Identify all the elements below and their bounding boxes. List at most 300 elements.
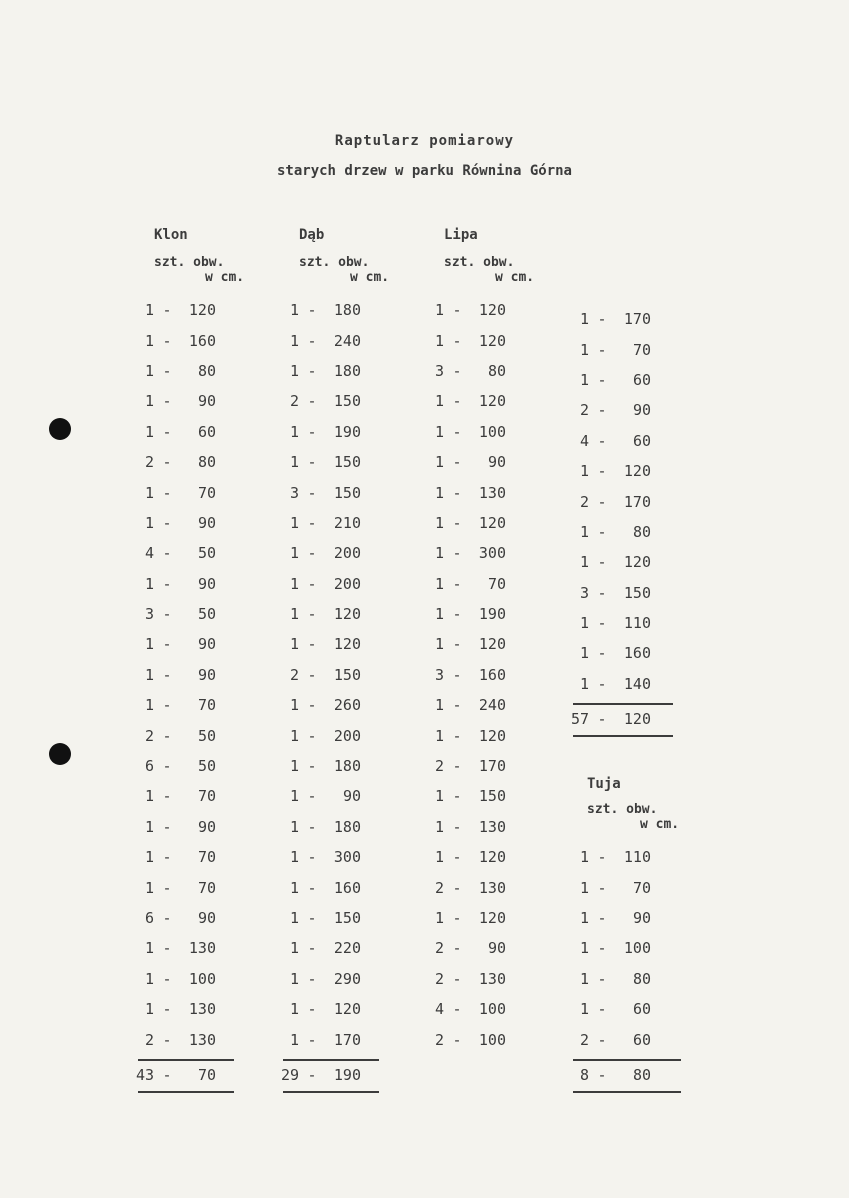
measurement-row	[255, 690, 389, 720]
total-row	[110, 1061, 244, 1089]
circumference-cm: 120	[478, 513, 506, 532]
circumference-cm: 60	[632, 1000, 651, 1019]
tree-count: 1	[434, 574, 444, 593]
circumference-cm: 50	[197, 605, 216, 624]
dash: -	[307, 422, 317, 441]
measurement-row	[255, 538, 389, 568]
dash: -	[452, 696, 462, 715]
measurement-row	[110, 356, 244, 386]
circumference-cm: 80	[197, 361, 216, 380]
measurement-row	[110, 386, 244, 416]
tree-count: 1	[579, 644, 589, 663]
dash: -	[597, 614, 607, 633]
tree-count: 1	[434, 453, 444, 472]
tree-count: 1	[434, 787, 444, 806]
dash: -	[452, 1000, 462, 1019]
column-unit: w cm.	[640, 817, 680, 832]
circumference-cm: 70	[197, 878, 216, 897]
measurement-row	[110, 569, 244, 599]
circumference-cm: 120	[478, 909, 506, 927]
measurement-row	[110, 629, 244, 659]
circumference-cm: 110	[623, 614, 651, 633]
dash: -	[162, 483, 172, 502]
circumference-cm: 100	[478, 422, 506, 441]
dash: -	[452, 878, 462, 897]
tree-count: 4	[144, 544, 154, 563]
dash: -	[307, 726, 317, 745]
tree-count: 1	[289, 726, 299, 745]
total-circumference: 120	[623, 710, 651, 729]
dash: -	[452, 909, 462, 927]
tree-count: 1	[144, 878, 154, 897]
tree-count: 1	[289, 1000, 299, 1019]
tree-count: 1	[144, 1000, 154, 1019]
dash: -	[597, 583, 607, 602]
circumference-cm: 120	[188, 301, 216, 320]
circumference-cm: 240	[478, 696, 506, 715]
column-unit: w cm.	[205, 270, 245, 285]
measurement-row	[545, 426, 673, 456]
dash: -	[307, 696, 317, 715]
dash: -	[452, 1030, 462, 1049]
tree-count: 1	[434, 635, 444, 654]
tree-count: 2	[144, 726, 154, 745]
tree-count: 2	[434, 969, 444, 988]
circumference-cm: 60	[632, 1030, 651, 1049]
dash: -	[162, 635, 172, 654]
sum-rule	[138, 1091, 234, 1093]
tree-count: 1	[144, 574, 154, 593]
dash: -	[162, 696, 172, 715]
circumference-cm: 90	[197, 513, 216, 532]
circumference-cm: 70	[197, 483, 216, 502]
circumference-cm: 120	[478, 331, 506, 350]
tree-count: 2	[434, 939, 444, 958]
tree-count: 1	[289, 544, 299, 563]
tree-count: 1	[579, 848, 589, 867]
measurement-row	[110, 599, 244, 629]
tree-count: 1	[289, 301, 299, 320]
tree-count: 1	[579, 908, 589, 927]
tree-count: 1	[579, 1000, 589, 1019]
measurement-list	[400, 295, 534, 1055]
tree-count: 1	[579, 614, 589, 633]
circumference-cm: 120	[623, 462, 651, 481]
dash: -	[597, 401, 607, 420]
tree-count: 1	[144, 483, 154, 502]
circumference-cm: 150	[333, 665, 361, 684]
dash: -	[452, 665, 462, 684]
circumference-cm: 100	[478, 1030, 506, 1049]
tree-count: 6	[144, 757, 154, 776]
measurement-row	[110, 751, 244, 781]
tree-count: 1	[289, 453, 299, 472]
circumference-cm: 190	[478, 605, 506, 624]
measurement-row	[110, 1024, 244, 1054]
punch-hole	[49, 743, 71, 765]
tree-count: 2	[434, 878, 444, 897]
circumference-cm: 90	[197, 574, 216, 593]
dash: -	[162, 331, 172, 350]
circumference-cm: 200	[333, 544, 361, 563]
dash: -	[597, 1000, 607, 1019]
tree-count: 1	[434, 817, 444, 836]
measurement-row	[255, 720, 389, 750]
total-dash: -	[162, 1065, 172, 1084]
circumference-cm: 180	[333, 301, 361, 320]
dash: -	[452, 848, 462, 867]
dash: -	[452, 513, 462, 532]
tree-count: 1	[144, 301, 154, 320]
circumference-cm: 170	[478, 757, 506, 776]
tree-count: 3	[434, 361, 444, 380]
dash: -	[597, 462, 607, 481]
measurement-row	[400, 447, 534, 477]
dash: -	[452, 817, 462, 836]
circumference-cm: 300	[333, 848, 361, 867]
measurement-row	[400, 872, 534, 902]
dash: -	[452, 544, 462, 563]
tree-count: 1	[289, 605, 299, 624]
column-tuja	[545, 776, 681, 1093]
measurement-row	[545, 872, 681, 902]
tree-count: 1	[579, 969, 589, 988]
total-circumference: 190	[333, 1065, 361, 1084]
measurement-row	[110, 842, 244, 872]
measurement-row	[400, 508, 534, 538]
dash: -	[162, 969, 172, 988]
dash: -	[452, 422, 462, 441]
tree-count: 1	[289, 909, 299, 927]
dash: -	[597, 848, 607, 867]
tree-count: 1	[144, 635, 154, 654]
measurement-row	[255, 477, 389, 507]
circumference-cm: 100	[188, 969, 216, 988]
tree-count: 1	[289, 574, 299, 593]
dash: -	[452, 757, 462, 776]
measurement-row	[110, 538, 244, 568]
tree-count: 2	[579, 492, 589, 511]
tree-count: 3	[289, 483, 299, 502]
measurement-row	[255, 386, 389, 416]
dash: -	[452, 635, 462, 654]
circumference-cm: 70	[197, 848, 216, 867]
total-row	[545, 1061, 681, 1089]
tree-count: 1	[579, 553, 589, 572]
tree-count: 1	[144, 696, 154, 715]
circumference-cm: 260	[333, 696, 361, 715]
tree-count: 1	[289, 1030, 299, 1049]
total-count: 8	[579, 1065, 589, 1084]
measurement-row	[545, 994, 681, 1024]
measurement-row	[400, 994, 534, 1024]
dash: -	[307, 544, 317, 563]
dash: -	[162, 665, 172, 684]
measurement-row	[400, 629, 534, 659]
total-row	[545, 705, 673, 733]
measurement-row	[255, 994, 389, 1024]
measurement-row	[545, 486, 673, 516]
tree-count: 1	[434, 301, 444, 320]
tree-count: 6	[144, 909, 154, 927]
measurement-row	[545, 395, 673, 425]
circumference-cm: 130	[478, 817, 506, 836]
measurement-row	[110, 417, 244, 447]
circumference-cm: 190	[333, 422, 361, 441]
circumference-cm: 160	[188, 331, 216, 350]
circumference-cm: 70	[197, 787, 216, 806]
circumference-cm: 90	[487, 453, 506, 472]
circumference-cm: 180	[333, 361, 361, 380]
column-label: szt. obw.	[299, 255, 370, 270]
circumference-cm: 160	[623, 644, 651, 663]
circumference-cm: 60	[197, 422, 216, 441]
dash: -	[452, 392, 462, 411]
circumference-cm: 80	[197, 453, 216, 472]
tree-count: 1	[579, 522, 589, 541]
tree-count: 1	[434, 544, 444, 563]
dash: -	[162, 939, 172, 958]
circumference-cm: 180	[333, 817, 361, 836]
circumference-cm: 90	[197, 392, 216, 411]
tree-count: 1	[144, 331, 154, 350]
measurement-row	[255, 599, 389, 629]
column-klon	[110, 227, 244, 1093]
tree-count: 1	[579, 370, 589, 389]
dash: -	[597, 522, 607, 541]
measurement-row	[545, 578, 673, 608]
column-label: szt. obw.	[587, 802, 658, 817]
species-heading: Lipa	[444, 227, 478, 243]
circumference-cm: 90	[197, 635, 216, 654]
measurement-list	[545, 304, 673, 699]
dash: -	[162, 909, 172, 927]
dash: -	[307, 665, 317, 684]
circumference-cm: 150	[478, 787, 506, 806]
measurement-row	[255, 812, 389, 842]
dash: -	[597, 370, 607, 389]
dash: -	[162, 848, 172, 867]
measurement-row	[110, 933, 244, 963]
measurement-row	[110, 295, 244, 325]
dash: -	[597, 939, 607, 958]
dash: -	[597, 674, 607, 693]
tree-count: 4	[434, 1000, 444, 1019]
tree-count: 1	[289, 696, 299, 715]
tree-count: 1	[434, 909, 444, 927]
total-count: 57	[570, 710, 589, 729]
measurement-row	[400, 356, 534, 386]
measurement-row	[110, 781, 244, 811]
dash: -	[307, 361, 317, 380]
tree-count: 1	[144, 392, 154, 411]
circumference-cm: 130	[188, 1030, 216, 1049]
tree-count: 2	[289, 392, 299, 411]
circumference-cm: 130	[478, 969, 506, 988]
circumference-cm: 90	[197, 909, 216, 927]
circumference-cm: 160	[478, 665, 506, 684]
dash: -	[307, 392, 317, 411]
measurement-row	[255, 751, 389, 781]
tree-count: 1	[579, 674, 589, 693]
column-lipa-continued	[545, 304, 673, 737]
tree-count: 1	[434, 331, 444, 350]
dash: -	[597, 310, 607, 329]
total-dash: -	[597, 710, 607, 729]
column-label: szt. obw.	[154, 255, 225, 270]
circumference-cm: 170	[623, 492, 651, 511]
sum-rule	[283, 1091, 379, 1093]
measurement-row	[400, 1024, 534, 1054]
dash: -	[307, 757, 317, 776]
total-row	[255, 1061, 389, 1089]
measurement-row	[400, 933, 534, 963]
measurement-row	[255, 1024, 389, 1054]
measurement-row	[545, 669, 673, 699]
measurement-row	[400, 660, 534, 690]
circumference-cm: 100	[623, 939, 651, 958]
circumference-cm: 100	[478, 1000, 506, 1019]
dash: -	[597, 340, 607, 359]
total-dash: -	[307, 1065, 317, 1084]
measurement-row	[400, 690, 534, 720]
circumference-cm: 50	[197, 544, 216, 563]
tree-count: 1	[289, 817, 299, 836]
dash: -	[597, 908, 607, 927]
measurement-list	[110, 295, 244, 1055]
tree-count: 2	[289, 665, 299, 684]
tree-count: 4	[579, 431, 589, 450]
circumference-cm: 60	[632, 370, 651, 389]
measurement-row	[110, 812, 244, 842]
measurement-row	[545, 638, 673, 668]
measurement-row	[400, 599, 534, 629]
dash: -	[307, 453, 317, 472]
circumference-cm: 130	[478, 483, 506, 502]
circumference-cm: 130	[188, 1000, 216, 1019]
circumference-cm: 300	[478, 544, 506, 563]
measurement-row	[545, 933, 681, 963]
total-dash: -	[597, 1065, 607, 1084]
dash: -	[307, 301, 317, 320]
dash: -	[452, 331, 462, 350]
measurement-row	[255, 842, 389, 872]
circumference-cm: 90	[632, 908, 651, 927]
dash: -	[597, 644, 607, 663]
tree-count: 1	[289, 848, 299, 867]
circumference-cm: 120	[478, 301, 506, 320]
tree-count: 1	[289, 361, 299, 380]
dash: -	[307, 483, 317, 502]
tree-count: 1	[579, 310, 589, 329]
circumference-cm: 200	[333, 726, 361, 745]
measurement-row	[545, 304, 673, 334]
circumference-cm: 120	[478, 848, 506, 867]
measurement-row	[545, 456, 673, 486]
measurement-row	[110, 903, 244, 933]
measurement-row	[255, 660, 389, 690]
dash: -	[162, 1000, 172, 1019]
tree-count: 1	[144, 787, 154, 806]
dash: -	[452, 361, 462, 380]
measurement-row	[400, 477, 534, 507]
measurement-row	[255, 447, 389, 477]
measurement-row	[400, 325, 534, 355]
tree-count: 1	[579, 462, 589, 481]
sum-rule	[573, 735, 673, 737]
tree-count: 1	[144, 848, 154, 867]
tree-count: 1	[144, 817, 154, 836]
circumference-cm: 160	[333, 878, 361, 897]
document-subtitle: starych drzew w parku Równina Górna	[276, 163, 572, 179]
dash: -	[452, 301, 462, 320]
dash: -	[597, 553, 607, 572]
dash: -	[162, 422, 172, 441]
circumference-cm: 200	[333, 574, 361, 593]
circumference-cm: 130	[188, 939, 216, 958]
dash: -	[307, 635, 317, 654]
measurement-row	[400, 720, 534, 750]
measurement-row	[110, 477, 244, 507]
circumference-cm: 150	[333, 483, 361, 502]
tree-count: 3	[579, 583, 589, 602]
dash: -	[162, 757, 172, 776]
circumference-cm: 130	[478, 878, 506, 897]
dash: -	[307, 878, 317, 897]
column-dab	[255, 227, 389, 1093]
dash: -	[162, 392, 172, 411]
circumference-cm: 70	[632, 340, 651, 359]
measurement-row	[545, 1024, 681, 1054]
dash: -	[307, 1000, 317, 1019]
dash: -	[452, 574, 462, 593]
tree-count: 1	[144, 422, 154, 441]
measurement-row	[255, 933, 389, 963]
measurement-row	[400, 569, 534, 599]
sum-rule	[573, 1091, 681, 1093]
species-heading: Klon	[154, 227, 188, 243]
dash: -	[307, 787, 317, 806]
measurement-row	[545, 334, 673, 364]
measurement-list	[545, 842, 681, 1055]
measurement-row	[255, 356, 389, 386]
dash: -	[307, 331, 317, 350]
dash: -	[162, 1030, 172, 1049]
tree-count: 1	[579, 878, 589, 897]
measurement-row	[400, 295, 534, 325]
species-heading: Tuja	[587, 776, 621, 792]
measurement-row	[400, 538, 534, 568]
tree-count: 1	[289, 969, 299, 988]
measurement-row	[255, 508, 389, 538]
dash: -	[597, 878, 607, 897]
tree-count: 1	[144, 939, 154, 958]
measurement-row	[255, 295, 389, 325]
measurement-row	[545, 903, 681, 933]
tree-count: 2	[144, 453, 154, 472]
total-circumference: 70	[197, 1065, 216, 1084]
circumference-cm: 120	[478, 392, 506, 411]
tree-count: 1	[144, 361, 154, 380]
circumference-cm: 120	[623, 553, 651, 572]
dash: -	[452, 787, 462, 806]
measurement-row	[110, 994, 244, 1024]
tree-count: 3	[144, 605, 154, 624]
column-unit: w cm.	[495, 270, 535, 285]
tree-count: 1	[579, 340, 589, 359]
punch-hole	[49, 418, 71, 440]
document-title: Raptularz pomiarowy	[334, 133, 515, 149]
